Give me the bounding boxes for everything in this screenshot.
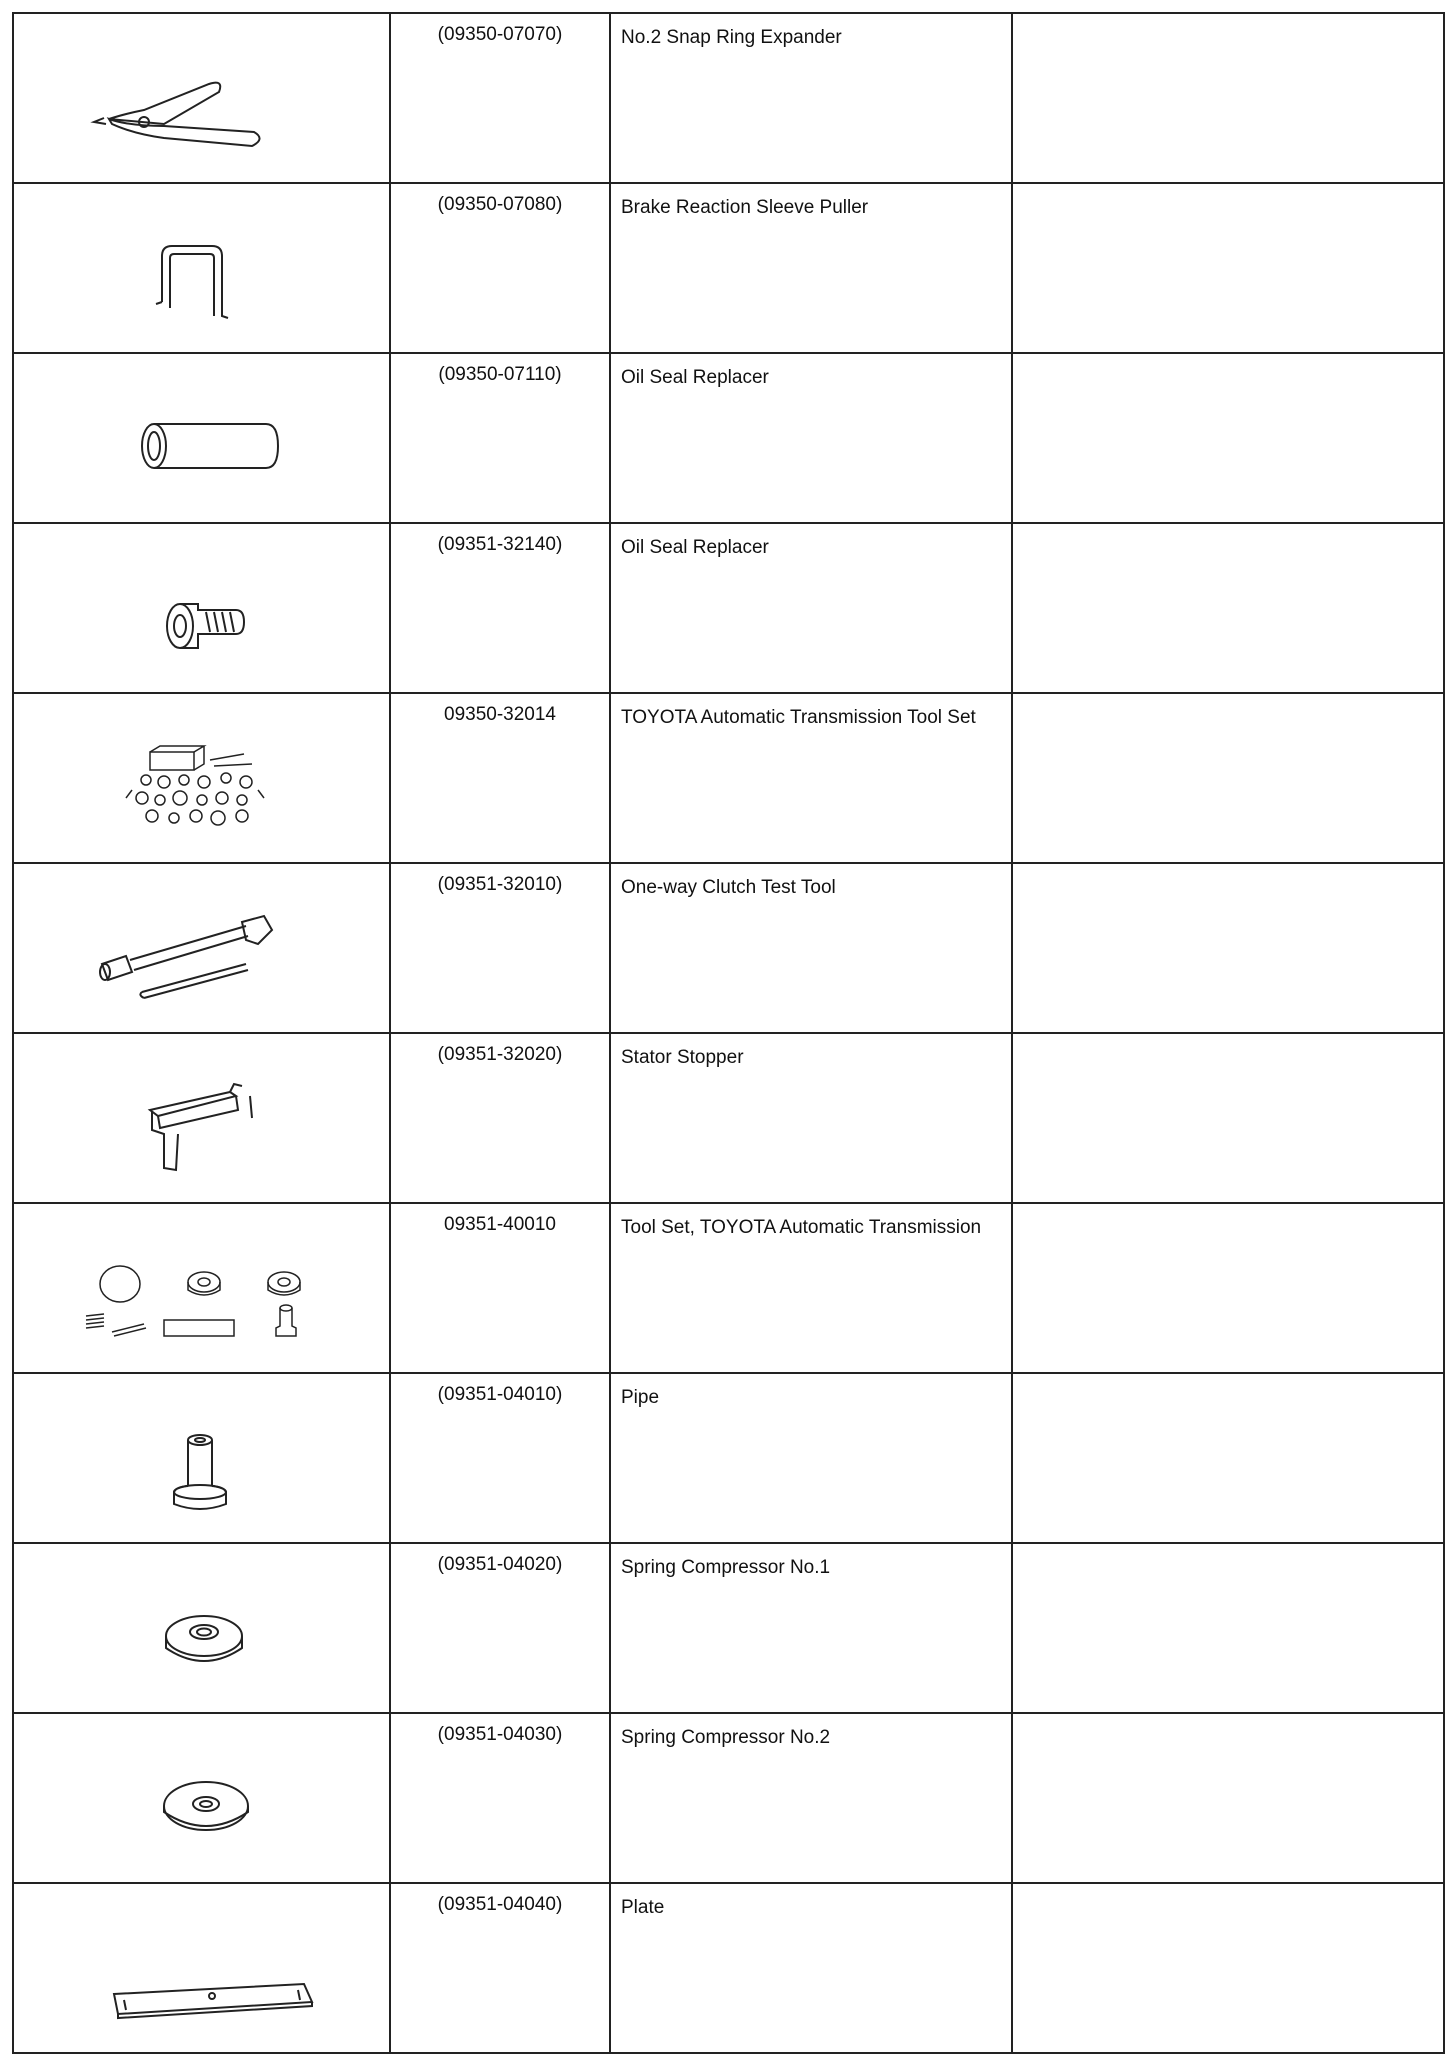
special-tools-table	[12, 12, 1445, 2054]
snap-ring-expander-icon	[14, 14, 389, 174]
tool-set-icon	[14, 694, 389, 854]
notes-cell	[1012, 1883, 1444, 2053]
notes-cell	[1012, 1033, 1444, 1203]
tool-name: Stator Stopper	[610, 1033, 1012, 1203]
pipe-icon	[14, 1374, 389, 1534]
notes-cell	[1012, 863, 1444, 1033]
notes-cell	[1012, 693, 1444, 863]
illustration-cell	[13, 1543, 390, 1713]
part-number: (09351-04040)	[390, 1883, 610, 2053]
illustration-cell	[13, 693, 390, 863]
clutch-test-tool-icon	[14, 864, 389, 1024]
part-number: 09350-32014	[390, 693, 610, 863]
tool-name: Brake Reaction Sleeve Puller	[610, 183, 1012, 353]
sleeve-puller-icon	[14, 184, 389, 344]
table-row	[13, 1033, 1444, 1203]
notes-cell	[1012, 13, 1444, 183]
part-number: (09351-04010)	[390, 1373, 610, 1543]
tool-name: Spring Compressor No.2	[610, 1713, 1012, 1883]
table-row	[13, 183, 1444, 353]
notes-cell	[1012, 523, 1444, 693]
table-row	[13, 863, 1444, 1033]
table-row	[13, 1203, 1444, 1373]
illustration-cell	[13, 183, 390, 353]
part-number: (09351-04030)	[390, 1713, 610, 1883]
notes-cell	[1012, 1203, 1444, 1373]
illustration-cell	[13, 1203, 390, 1373]
stator-stopper-icon	[14, 1034, 389, 1194]
illustration-cell	[13, 523, 390, 693]
spring-compressor-2-icon	[14, 1714, 389, 1874]
table-row	[13, 1713, 1444, 1883]
tube-replacer-icon	[14, 354, 389, 514]
table-row	[13, 1373, 1444, 1543]
notes-cell	[1012, 1543, 1444, 1713]
illustration-cell	[13, 13, 390, 183]
table-row	[13, 693, 1444, 863]
part-number: (09350-07070)	[390, 13, 610, 183]
tool-name: One-way Clutch Test Tool	[610, 863, 1012, 1033]
tools-table-body	[13, 13, 1444, 2053]
illustration-cell	[13, 353, 390, 523]
illustration-cell	[13, 1373, 390, 1543]
tool-name: Pipe	[610, 1373, 1012, 1543]
illustration-cell	[13, 1883, 390, 2053]
part-number: (09351-04020)	[390, 1543, 610, 1713]
tool-name: Spring Compressor No.1	[610, 1543, 1012, 1713]
notes-cell	[1012, 1373, 1444, 1543]
part-number: 09351-40010	[390, 1203, 610, 1373]
tool-name: TOYOTA Automatic Transmission Tool Set	[610, 693, 1012, 863]
illustration-cell	[13, 1713, 390, 1883]
tool-name: Oil Seal Replacer	[610, 523, 1012, 693]
plate-icon	[14, 1884, 389, 2044]
table-row	[13, 353, 1444, 523]
table-row	[13, 1543, 1444, 1713]
notes-cell	[1012, 1713, 1444, 1883]
tool-set-parts-icon	[14, 1204, 389, 1364]
part-number: (09351-32020)	[390, 1033, 610, 1203]
notes-cell	[1012, 183, 1444, 353]
notes-cell	[1012, 353, 1444, 523]
table-row	[13, 523, 1444, 693]
part-number: (09350-07080)	[390, 183, 610, 353]
tool-name: Plate	[610, 1883, 1012, 2053]
spring-compressor-1-icon	[14, 1544, 389, 1704]
table-row	[13, 1883, 1444, 2053]
tool-name: No.2 Snap Ring Expander	[610, 13, 1012, 183]
stepped-replacer-icon	[14, 524, 389, 684]
part-number: (09351-32140)	[390, 523, 610, 693]
part-number: (09350-07110)	[390, 353, 610, 523]
part-number: (09351-32010)	[390, 863, 610, 1033]
tool-name: Oil Seal Replacer	[610, 353, 1012, 523]
table-row	[13, 13, 1444, 183]
illustration-cell	[13, 1033, 390, 1203]
tool-name: Tool Set, TOYOTA Automatic Transmission	[610, 1203, 1012, 1373]
illustration-cell	[13, 863, 390, 1033]
